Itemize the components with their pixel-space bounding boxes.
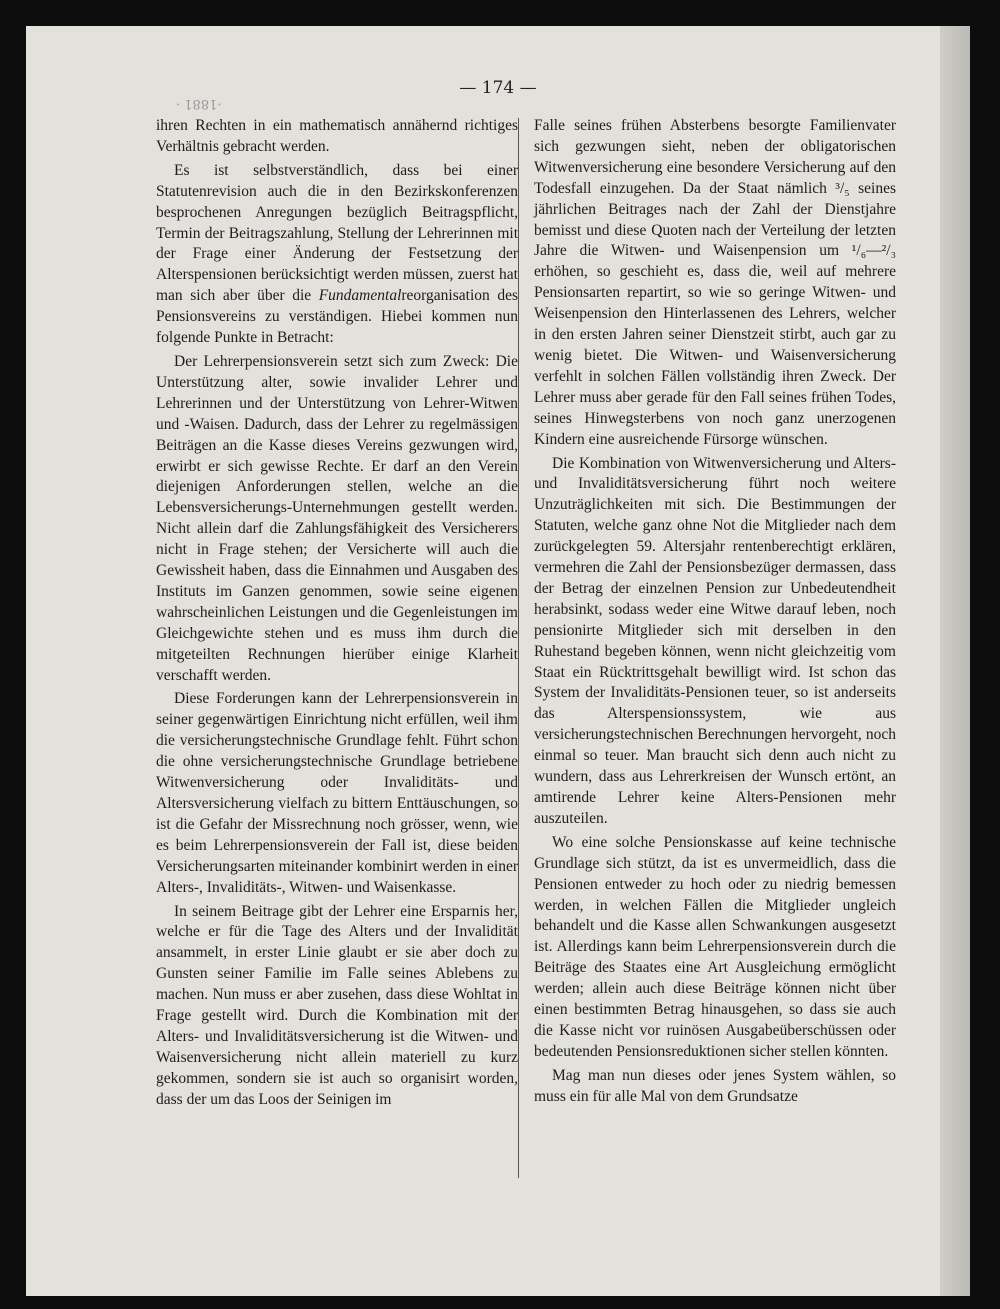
- paragraph: Mag man nun dieses oder jenes System wählen, so muss ein für alle Mal von dem Grundsatze: [534, 1066, 896, 1105]
- left-column: [156, 116, 518, 1114]
- paragraph: Es ist selbstverständlich, dass bei einer Statutenrevision auch die in den Bezirkskonferenzen besprochenen Anregungen bezüglich Beitragspflicht, Termin der Beitragszahlung, Stellung der Lehrerinnen mit der Frage einer Änderung der Festsetzung der Alterspensionen berücksichtigt werden müssen, zuerst hat man sich aber über die Fundamentalreorganisation des Pensionsvereins zu verständigen. Hiebei kommen nun folgende Punkte in Betracht:: [156, 161, 519, 347]
- page-edge-shadow: [940, 26, 970, 1296]
- right-column: [534, 116, 896, 1111]
- scanned-page: [26, 26, 970, 1296]
- column-divider: [518, 118, 519, 1178]
- page-number: — 174 —: [459, 78, 537, 98]
- paragraph: Diese Forderungen kann der Lehrerpensionsverein in seiner gegenwärtigen Einrichtung nicht erfüllen, weil ihm die versicherungstechnische Grundlage fehlt. Führt schon die ohne versicherungstechnische Grundlage betriebene Witwenversicherung oder Invaliditäts- und Altersversicherung vielfach zu bittern Enttäuschungen, so ist die Gefahr der Missrechnung noch grösser, wenn, wie es beim Lehrerpensionsverein der Fall ist, diese beiden Versicherungsarten miteinander kombinirt werden in einer Alters-, Invaliditäts-, Witwen- und Waisenkasse.: [156, 690, 518, 896]
- paragraph: Der Lehrerpensionsverein setzt sich zum Zweck: Die Unterstützung alter, sowie invalider Lehrer und Lehrerinnen und der Unterstützung von Lehrer-Witwen und -Waisen. Dadurch, dass der Lehrer zu regelmässigen Beiträgen an die Kasse dieses Vereins gezwungen wird, erwirbt er sich gewisse Rechte. Er darf an den Verein diejenigen Anforderungen stellen, welche an die Lebensversicherungs-Unternehmungen gestellt werden. Nicht allein darf die Zahlungsfähigkeit des Versicherers nicht in Frage stehen; der Versicherte will auch die Gewissheit haben, dass die Einnahmen und Ausgaben des Instituts im Ganzen genommen, sowie seine eigenen wahrscheinlichen Leistungen und die Gegenleistungen im Gleichgewichte stehen und es muss ihm durch die mitgeteilten Rechnungen hierüber einige Klarheit verschafft werden.: [156, 352, 518, 684]
- paragraph: Falle seines frühen Absterbens besorgte Familienvater sich gezwungen sieht, neben der obligatorischen Witwenversicherung eine besondere Versicherung auf den Todesfall einzugehen. Da der Staat nämlich ³/₅ seines jährlichen Beitrages nach der Zahl der Dienstjahre bemisst und diese Quoten nach der Verteilung der letzten Jahre die Witwen- und Waisenpension um ¹/₆—²/₃ erhöhen, so geschieht es, dass die, weil auf mehrere Pensionsarten repartirt, so wie so geringe Witwen- und Weisenpension den Hinterlassenen des Lehrers, welcher in den ersten Jahren seiner Dienstzeit stirbt, auch gar zu wenig bietet. Die Witwen- und Waisenversicherung verfehlt in solchen Fällen vollständig ihren Zweck. Der Lehrer muss aber gerade für den Fall seines frühen Todes, seines Hinwegsterbens von noch ganz unerzogenen Kindern eine ausreichende Fürsorge wünschen.: [534, 117, 896, 448]
- ghost-stamp-text: ·1881 ·: [176, 96, 222, 111]
- paragraph: Die Kombination von Witwenversicherung und Alters- und Invaliditätsversicherung führt noch weitere Unzuträglichkeiten mit sich. Die Bestimmungen der Statuten, welche ganz ohne Not die Mitglieder nach dem zurückgelegten 59. Altersjahr rentenberechtigt erklären, vermehren die Zahl der Pensionsbezüger dermassen, dass der Betrag der einzelnen Pension zur Unbedeutendheit herabsinkt, sodass weder eine Witwe darauf leben, noch pensionirte Mitglieder sich mit derselben in den Ruhestand begeben können, wenn nicht gleichzeitig vom Staat ein Rücktrittsgehalt bewilligt wird. Ist schon das System der Invaliditäts-Pensionen teuer, so ist anderseits das Alterspensionssystem, wie aus versicherungstechnischen Berechnungen hervorgeht, noch einmal so teuer. Man braucht sich denn auch nicht zu wundern, dass aus Lehrerkreisen der Wunsch ertönt, an amtirende Lehrer keine Alters-Pensionen mehr auszuteilen.: [534, 454, 896, 827]
- paragraph: Wo eine solche Pensionskasse auf keine technische Grundlage sich stützt, da ist es unvermeidlich, dass die Pensionen entweder zu hoch oder zu niedrig bemessen werden, in welchen Fällen die Mitglieder ungleich behandelt und die Kasse allen Schwankungen ausgesetzt ist. Allerdings kann beim Lehrerpensionsverein durch die Beiträge des Staates eine Art Ausgleichung ermöglicht werden; allein auch diese Beiträge können nicht über einen bestimmten Betrag hinausgehen, so dass sie auch die Kasse nicht vor ruinösen Ausgabeüberschüssen oder bedeutenden Pensionsreduktionen sicher stellen könnten.: [534, 833, 896, 1060]
- emphasis-text: Fundamental: [318, 287, 402, 305]
- paragraph: ihren Rechten in ein mathematisch annähernd richtiges Verhältnis gebracht werden.: [156, 117, 518, 155]
- paragraph: In seinem Beitrage gibt der Lehrer eine Ersparnis her, welche er für die Tage des Alters und der Invalidität ansammelt, in erster Linie glaubt er sie aber doch zu Gunsten seiner Familie im Falle seines Ablebens zu machen. Nun muss er aber zusehen, dass diese Wohltat in Frage gestellt wird. Durch die Kombination mit der Alters- und Invaliditätsversicherung ist die Witwen- und Waisenversicherung nicht allein materiell zu kurz gekommen, sondern sie ist auch so organisirt worden, dass der um das Loos der Seinigen im: [156, 902, 518, 1108]
